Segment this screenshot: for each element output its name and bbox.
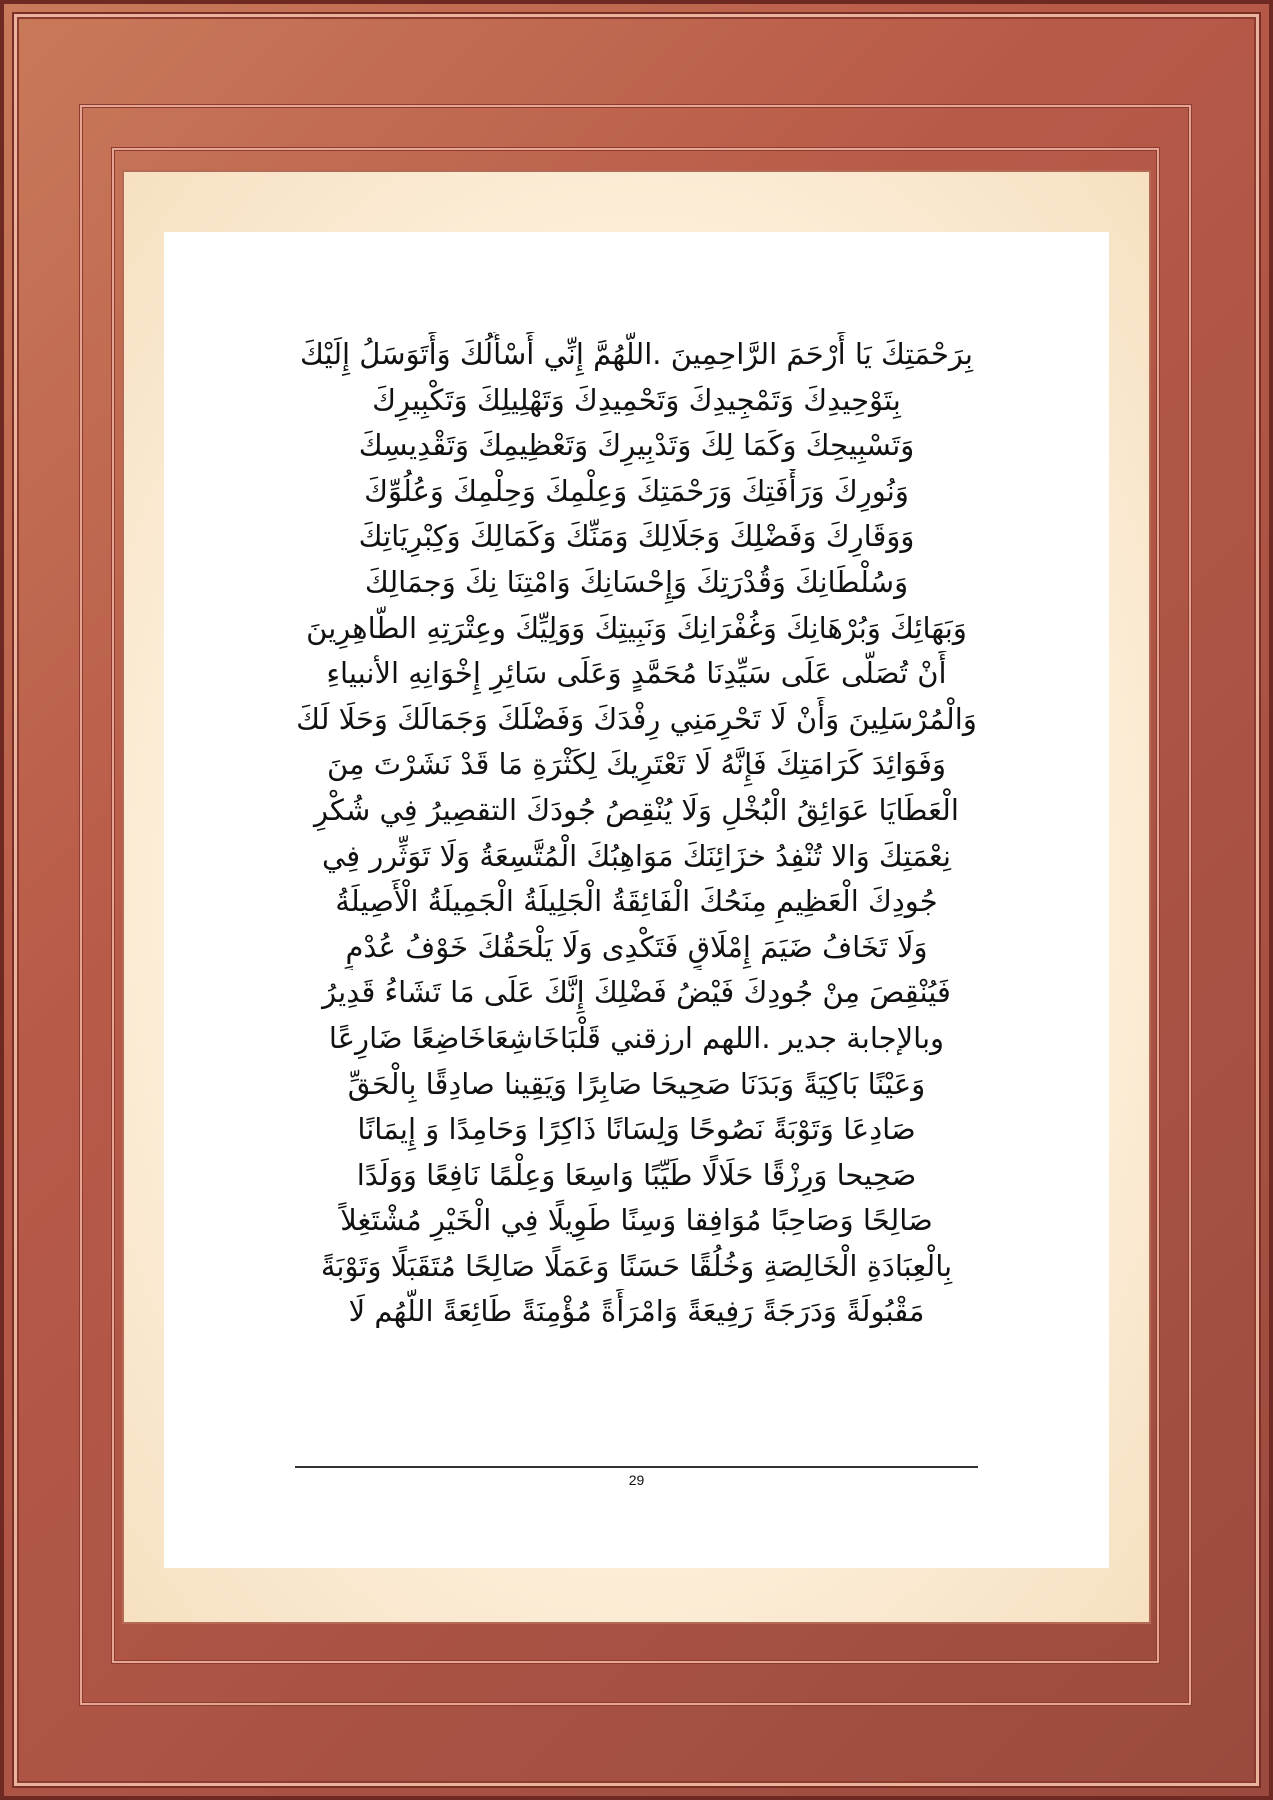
footer-divider <box>295 1466 978 1468</box>
text-line: الْعَطَايَا عَوَائِقُ الْبُخْلِ وَلَا يُنْقِصُ جُودَكَ التقصِيرُ فِي شُكْرِ <box>314 792 959 827</box>
text-line: بِالْعِبَادَةِ الْخَالِصَةِ وَخُلُقًا حَسَنًا وَعَمَلًا صَالِحًا مُتَقَبَلًا وَتَوْبَةً <box>320 1248 953 1283</box>
text-line: مَقْبُولَةً وَدَرَجَةً رَفِيعَةً وَامْرَأَةً مُؤْمِنَةً طَائِعَةً اللَّهُم لَا <box>348 1294 925 1329</box>
text-line: أَنْ تُصَلَّى عَلَى سَيِّدِنَا مُحَمَّدٍ وَعَلَى سَائِرِ إِخْوَانِهِ الأنبياءِ <box>326 656 947 691</box>
text-line: وَوَقَارِكَ وَفَضْلِكَ وَجَلَالِكَ وَمَنِّكَ وَكَمَالِكَ وَكِبْرِيَاتِكَ <box>358 519 915 554</box>
text-line: وَالْمُرْسَلِينَ وَأَنْ لَا تَحْرِمَنِي رِفْدَكَ وَفَضْلَكَ وَجَمَالَكَ وَحَلَا لَكَ <box>296 701 977 736</box>
page-number: 29 <box>628 1472 645 1488</box>
text-line: بِرَحْمَتِكَ يَا أَرْحَمَ الرَّاحِمِينَ .اللَّهُمَّ إِنِّي أَسْأَلُكَ وَأَتَوَسَلُ إِلَيْكَ <box>300 337 973 371</box>
text-line: صَادِعَا وَتَوْبَةً نَصُوحًا وَلِسَانًا ذَاكِرًا وَحَامِدًا وَ إِيمَانًا <box>357 1112 916 1147</box>
text-line: جُودِكَ الْعَظِيمِ مِنَحُكَ الْفَائِقَةُ الْجَلِيلَةُ الْجَمِيلَةُ الْأَصِيلَةُ <box>335 884 938 919</box>
text-line: وَلَا تَخَافُ ضَيَمَ إِمْلَاقٍ فَتَكْدِى وَلَا يَلْحَقُكَ خَوْفُ عُدْمٍ <box>345 929 928 964</box>
text-line: بِتَوْحِيدِكَ وَتَمْجِيدِكَ وَتَحْمِيدِكَ وَتَهْلِيلِكَ وَتَكْبِيرِكَ <box>372 382 901 417</box>
text-line: صَالِحًا وَصَاحِبًا مُوَافِقا وَسِنًا طَوِيلًا فِي الْخَيْرِ مُشْتَغِلاً <box>340 1203 933 1238</box>
text-line: وَبَهَائِكَ وَبُرْهَانِكَ وَغُفْرَانِكَ وَنَبِيتِكَ وَوَلِيِّكَ وعِتْرَتِهِ الطّاهِرِينَ <box>306 610 967 645</box>
text-line: وَفَوَائِدَ كَرَامَتِكَ فَإِنَّهُ لَا تَعْتَرِيكَ لِكَثْرَةِ مَا قَدْ نَشَرْتَ مِنَ <box>326 747 947 782</box>
text-line: وَتَسْبِيحِكَ وَكَمَا لِكَ وَتَدْبِيرِكَ وَتَعْظِيمِكَ وَتَقْدِيسِكَ <box>358 428 915 463</box>
supplication-text <box>274 332 999 1335</box>
text-line: وَسُلْطَانِكَ وَقُدْرَتِكَ وَإِحْسَانِكَ وَامْتِنَا نِكَ وَجمَالِكَ <box>364 564 909 599</box>
text-line: فَيُنْقِصَ مِنْ جُودِكَ فَيْضُ فَضْلِكَ إِنَّكَ عَلَى مَا تَشَاءُ قَدِيرُ <box>322 975 951 1010</box>
document-page <box>164 232 1109 1568</box>
text-line: نِعْمَتِكَ وَالا تُنْفِدُ خزَائِنَكَ مَوَاهِبُكَ الْمُتَّسِعَةُ وَلَا تَوَثِّرر فِي <box>322 838 951 873</box>
text-line: صَحِيحا وَرِزْقًا حَلَالًا طَيِّبًا وَاسِعَا وَعِلْمًا نَافِعًا وَوَلَدًا <box>356 1157 917 1192</box>
text-line: وَعَيْنًا بَاكِيَةً وَبَدَنَا صَحِيحَا صَابِرًا وَيَقِينا صادِقًا بِالْحَقِّ <box>347 1066 926 1101</box>
text-line: وبالإجابة جدير .اللهم ارزقني قَلْبَاخَاشِعَاخَاضِعًا ضَارِعًا <box>328 1020 945 1055</box>
text-line: وَنُورِكَ وَرَأْفَتِكَ وَرَحْمَتِكَ وَعِلْمِكَ وَحِلْمِكَ وَعُلُوِّكَ <box>364 473 909 508</box>
